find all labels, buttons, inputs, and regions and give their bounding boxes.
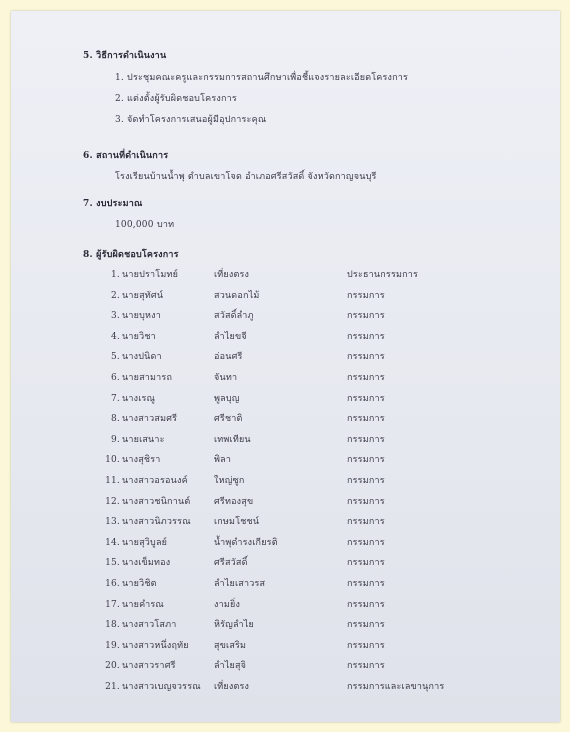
member-name: นางสาวเบญจวรรณ [122,682,201,692]
member-role: กรรมการ [347,641,385,651]
member-surname: ศรีสวัสดิ์ [214,558,248,568]
section-6-heading: 6. สถานที่ดำเนินการ [83,151,169,161]
member-number: 7. [111,394,120,404]
member-name: นางสาวโสภา [122,620,177,630]
member-number: 11. [105,476,120,486]
member-role: กรรมการ [347,600,385,610]
member-surname: เทพเทียน [214,435,251,445]
member-surname: ลำไยเสาวรส [214,579,266,589]
member-name: นายเสนาะ [122,435,165,445]
member-role: กรรมการ [347,291,385,301]
member-role: กรรมการ [347,661,385,671]
member-surname: พูลบุญ [214,394,240,404]
member-name: นายสุทัศน์ [122,291,164,301]
member-role: กรรมการและเลขานุการ [347,682,445,692]
member-number: 20. [105,661,120,671]
member-name: นายสุวิบูลย์ [122,538,168,548]
member-number: 21. [105,682,120,692]
member-role: กรรมการ [347,373,385,383]
member-surname: น้ำพุดำรงเกียรติ [214,538,278,548]
member-number: 1. [111,270,120,280]
member-surname: ศรีชาติ [214,414,243,424]
document-page [11,11,560,722]
member-role: กรรมการ [347,620,385,630]
member-surname: เที่ยงตรง [214,682,250,692]
member-number: 12. [105,497,120,507]
member-name: นางสาวราศรี [122,661,176,671]
member-surname: เกษมโชชน์ [214,517,260,527]
budget-unit: บาท [157,220,175,230]
member-name: นางสุชิรา [122,455,161,465]
member-number: 3. [111,311,120,321]
member-role: กรรมการ [347,517,385,527]
member-surname: งามยิ่ง [214,600,241,610]
member-number: 2. [111,291,120,301]
member-name: นายสามารถ [122,373,173,383]
member-name: นางสาวหนึ่งฤทัย [122,641,189,651]
member-name: นางสาวนิภวรรณ [122,517,191,527]
member-surname: สวัสดิ์ลำภู [214,311,254,321]
member-number: 19. [105,641,120,651]
member-number: 8. [111,414,120,424]
member-number: 18. [105,620,120,630]
member-number: 15. [105,558,120,568]
member-surname: ศรีทองสุข [214,497,254,507]
member-role: กรรมการ [347,394,385,404]
member-name: นายวิชา [122,332,156,342]
member-number: 16. [105,579,120,589]
member-number: 4. [111,332,120,342]
member-surname: สวนดอกไม้ [214,291,260,301]
member-role: กรรมการ [347,435,385,445]
member-name: นางเข็มทอง [122,558,171,568]
member-number: 10. [105,455,120,465]
budget-amount: 100,000 [115,220,154,230]
section-5-item-2: 2. แต่งตั้งผู้รับผิดชอบโครงการ [115,94,237,104]
member-surname: ใหญ่ซูก [214,476,245,486]
member-role: กรรมการ [347,538,385,548]
member-number: 14. [105,538,120,548]
member-surname: สุขเสริม [214,641,247,651]
member-name: นางเรณู [122,394,156,404]
member-role: กรรมการ [347,579,385,589]
member-number: 6. [111,373,120,383]
member-surname: หิรัญลำไย [214,620,255,630]
section-6-location: โรงเรียนบ้านน้ำพุ ตำบลเขาโจด อำเภอศรีสวัสดิ์ จังหวัดกาญจนบุรี [115,172,377,182]
member-surname: จันทา [214,373,238,383]
member-role: กรรมการ [347,497,385,507]
member-name: นางปนิดา [122,352,162,362]
member-name: นางสาวชนิกานต์ [122,497,191,507]
section-5-item-1: 1. ประชุมคณะครูและกรรมการสถานศึกษาเพื่อชี้แจงรายละเอียดโครงการ [115,73,409,83]
member-name: นายบุหงา [122,311,161,321]
member-surname: ลำไยสุจิ [214,661,247,671]
member-number: 17. [105,600,120,610]
member-role: กรรมการ [347,352,385,362]
member-number: 5. [111,352,120,362]
member-role: กรรมการ [347,455,385,465]
section-7-heading: 7. งบประมาณ [83,199,143,209]
member-name: นายปราโมทย์ [122,270,179,280]
member-surname: พิลา [214,455,232,465]
member-number: 13. [105,517,120,527]
member-name: นางสาวอรอนงค์ [122,476,188,486]
member-name: นางสาวสมศรี [122,414,178,424]
member-role: กรรมการ [347,311,385,321]
member-surname: ลำไยขจี [214,332,247,342]
section-8-heading: 8. ผู้รับผิดชอบโครงการ [83,250,179,260]
member-role: กรรมการ [347,414,385,424]
member-role: กรรมการ [347,332,385,342]
member-role: กรรมการ [347,558,385,568]
member-name: นายคำรณ [122,600,164,610]
member-surname: อ่อนศรี [214,352,243,362]
section-5-heading: 5. วิธีการดำเนินงาน [83,51,167,61]
member-surname: เที่ยงตรง [214,270,250,280]
member-role: กรรมการ [347,476,385,486]
member-number: 9. [111,435,120,445]
section-5-item-3: 3. จัดทำโครงการเสนอผู้มีอุปการะคุณ [115,115,267,125]
member-role: ประธานกรรมการ [347,270,419,280]
member-name: นายวิชิต [122,579,157,589]
